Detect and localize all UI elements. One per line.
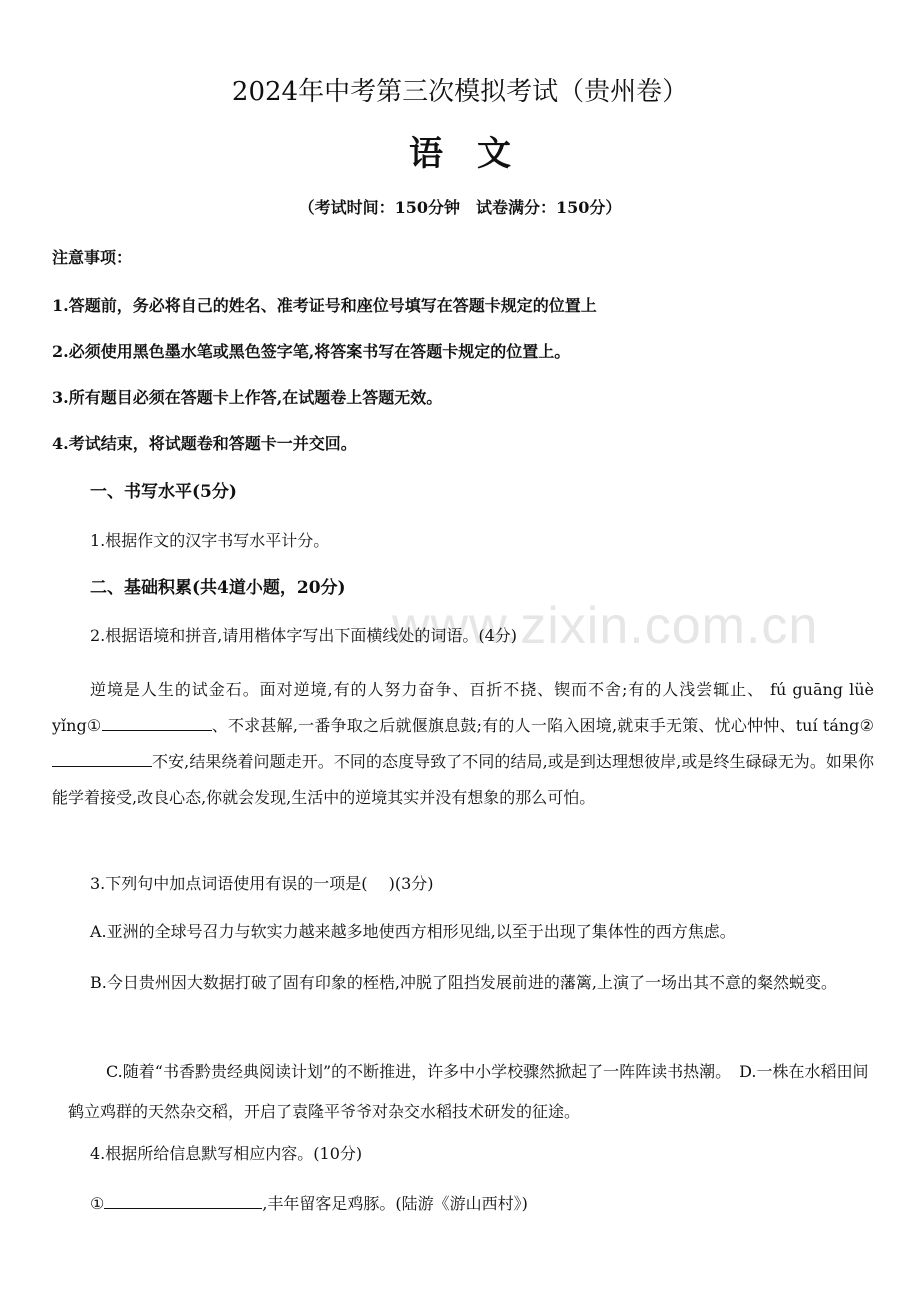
fill-blank-1[interactable] [104,1188,262,1209]
answer-blank-1[interactable] [102,710,212,731]
notice-item-3: 3.所有题目必须在答题卡上作答,在试题卷上答题无效。 [52,388,443,407]
option-b: B.今日贵州因大数据打破了固有印象的桎梏,冲脱了阻挡发展前进的藩篱,上演了一场出其不意的粲然蜕变。 [90,973,838,992]
option-a: A.亚洲的全球号召力与软实力越来越多地使西方相形见绌,以至于出现了集体性的西方焦虑。 [90,922,736,941]
subject-title: 语文 [409,134,545,174]
fill-item-1 [90,1188,874,1218]
watermark: www.zixin.com.cn [392,597,819,655]
answer-blank-2[interactable] [52,746,152,767]
passage-part-2: 、不求甚解,一番争取之后就偃旗息鼓;有的人一陷入困境,就束手无策、忧心忡忡、tuí táng② [211,716,874,735]
section-1-heading: 一、书写水平(5分) [90,482,237,502]
fill-prefix: ① [90,1194,105,1213]
option-d: D.一株在水稻田间鹤立鸡群的天然杂交稻，开启了袁隆平爷爷对杂交水稻技术研发的征途。 [68,1062,869,1121]
exam-meta: （考试时间：150分钟 试卷满分：150分） [298,198,622,217]
section-2-heading: 二、基础积累(共4道小题，20分) [90,578,346,598]
notice-item-4: 4.考试结束，将试题卷和答题卡一并交回。 [52,434,357,453]
options-c-d [68,1052,876,1132]
exam-title: 2024年中考第三次模拟考试（贵州卷） [231,77,689,107]
passage-part-3: 不安,结果绕着问题走开。不同的态度导致了不同的结局,或是到达理想彼岸,或是终生碌碌无为。如果你能学着接受,改良心态,你就会发现,生活中的逆境其实并没有想象的那么可怕。 [52,752,874,807]
question-4: 4.根据所给信息默写相应内容。(10分) [90,1144,363,1163]
notice-heading: 注意事项： [52,248,133,267]
notice-item-2: 2.必须使用黑色墨水笔或黑色签字笔,将答案书写在答题卡规定的位置上。 [52,342,571,361]
question-1: 1.根据作文的汉字书写水平计分。 [90,531,330,550]
question-3: 3.下列句中加点词语使用有误的一项是( )(3分) [90,874,434,893]
fill-suffix: ,丰年留客足鸡豚。(陆游《游山西村》) [262,1194,528,1213]
question-2: 2.根据语境和拼音,请用楷体字写出下面横线处的词语。(4分) [90,626,518,645]
notice-item-1: 1.答题前，务必将自己的姓名、准考证号和座位号填写在答题卡规定的位置上 [52,296,597,315]
option-c: C.随着“书香黔贵经典阅读计划”的不断推进，许多中小学校骤然掀起了一阵阵读书热潮。 [106,1062,724,1081]
passage-part-1: 逆境是人生的试金石。面对逆境,有的人努力奋争、百折不挠、锲而不舍;有的人浅尝辄止、 fú guāng lüè yǐng① [52,680,874,735]
question-2-passage [52,672,874,816]
